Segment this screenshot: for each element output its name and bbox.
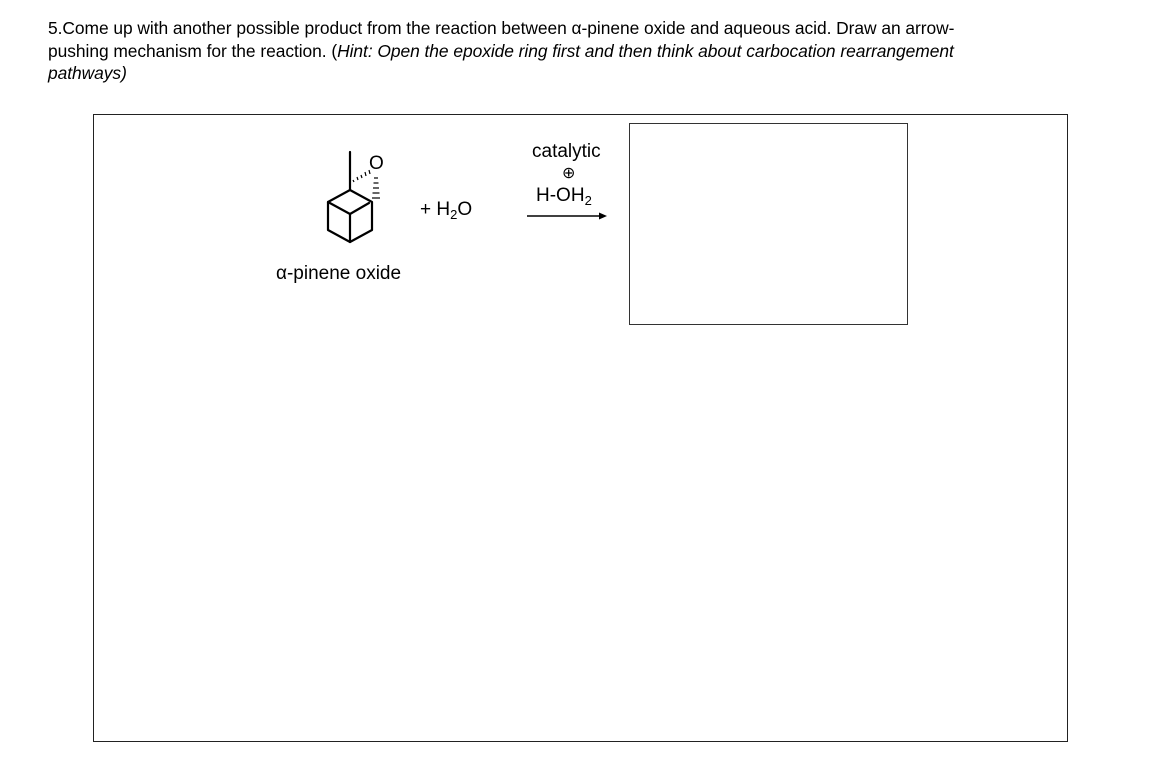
plus-sign: +	[420, 199, 432, 220]
compound-name-label: α-pinene oxide	[276, 263, 402, 284]
bridge-bond-3	[350, 203, 369, 214]
hashed-wedge-bond-1	[353, 170, 370, 182]
question-line-2	[48, 40, 1138, 63]
water-reagent	[420, 199, 472, 221]
hydronium-subscript: 2	[584, 193, 592, 208]
water-H: H	[436, 199, 451, 220]
answer-drawing-area[interactable]	[93, 114, 1068, 742]
hydronium-text: H-OH	[536, 185, 585, 206]
hashed-wedge-bond-2	[372, 178, 380, 198]
bridge-bond-1	[328, 202, 350, 214]
water-subscript: 2	[450, 207, 458, 222]
catalytic-label: catalytic	[532, 141, 601, 162]
hint-text-end: pathways)	[48, 63, 127, 83]
reaction-arrow	[525, 210, 610, 222]
question-line-1: 5.Come up with another possible product from the reaction between α-pinene oxide and aqueous acid. Draw an arrow-	[48, 18, 955, 38]
hint-text: Hint: Open the epoxide ring first and then think about carbocation rearrangement	[337, 40, 954, 61]
product-answer-box[interactable]	[629, 123, 908, 325]
alpha-pinene-oxide-structure	[300, 140, 410, 260]
epoxide-oxygen-label: O	[369, 153, 384, 174]
water-formula	[436, 199, 472, 220]
question-text	[48, 17, 1138, 85]
question-line-3	[48, 62, 1138, 85]
hydronium-formula	[536, 185, 592, 207]
positive-charge-icon: ⊕	[562, 165, 576, 182]
water-O: O	[457, 199, 473, 220]
question-line-2-text: pushing mechanism for the reaction. (	[48, 40, 338, 61]
